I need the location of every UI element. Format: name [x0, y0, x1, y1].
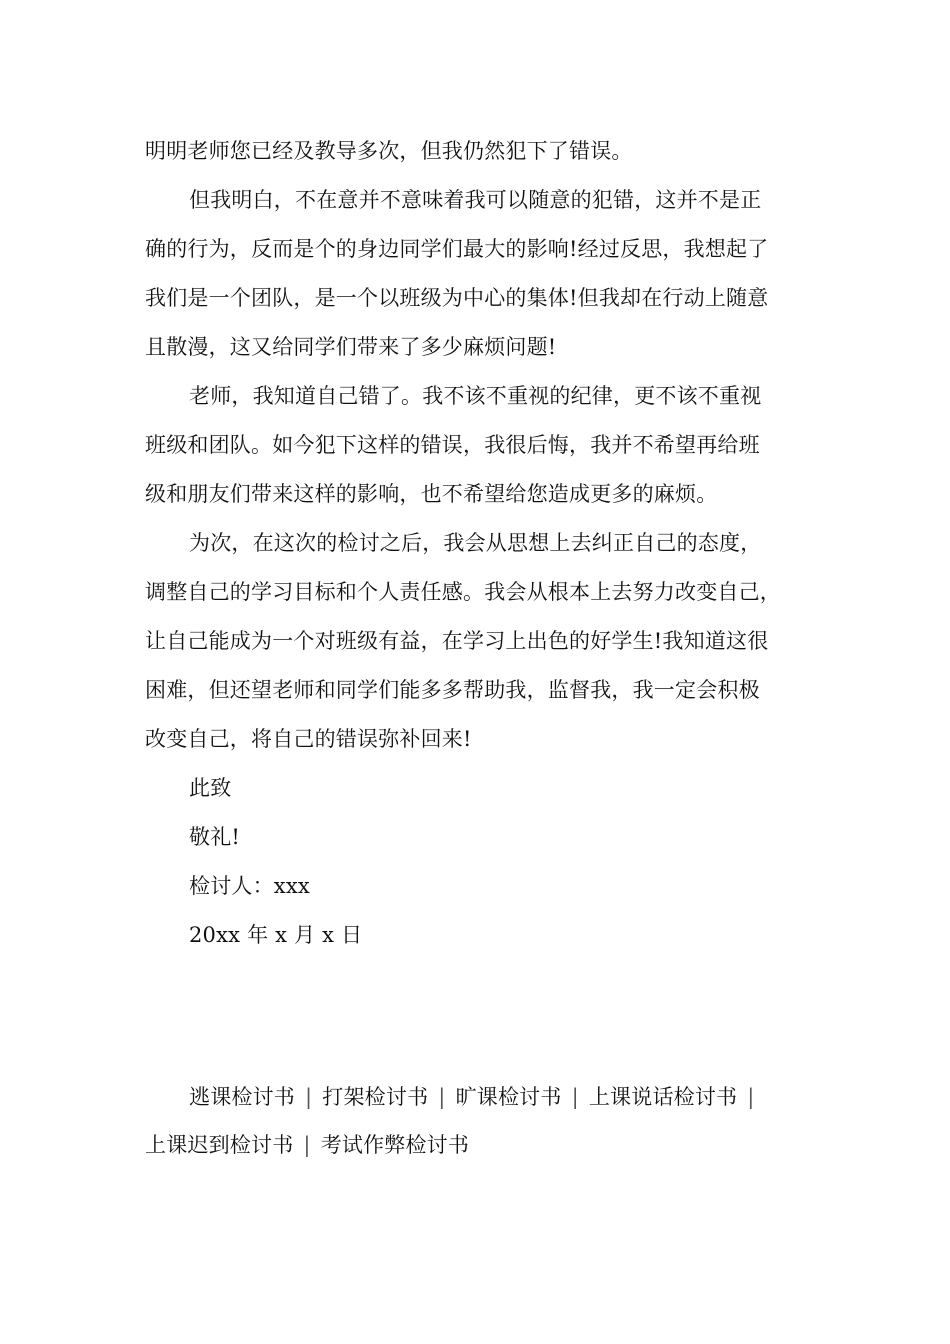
body-line: 为次，在这次的检讨之后，我会从思想上去纠正自己的态度， [189, 531, 762, 555]
letter-body [145, 127, 817, 960]
date-line: 20xx 年 x 月 x 日 [189, 923, 363, 947]
body-line: 让自己能成为一个对班级有益，在学习上出色的好学生!我知道这很 [145, 629, 769, 653]
closing-salutation: 此致 [189, 776, 232, 800]
related-link-skip-class[interactable]: 逃课检讨书 [189, 1085, 295, 1109]
body-line: 调整自己的学习目标和个人责任感。我会从根本上去努力改变自己， [145, 580, 781, 604]
related-links-row [145, 1073, 825, 1121]
related-link-exam-cheating[interactable]: 考试作弊检讨书 [320, 1133, 470, 1157]
related-link-talking-in-class[interactable]: 上课说话检讨书 [588, 1085, 738, 1109]
related-links [145, 1073, 825, 1169]
body-line: 我们是一个团队，是一个以班级为中心的集体!但我却在行动上随意 [145, 286, 769, 310]
body-line: 老师，我知道自己错了。我不该不重视的纪律，更不该不重视 [189, 384, 762, 408]
related-links-row [145, 1121, 825, 1169]
link-separator: | [303, 1133, 311, 1157]
link-separator: | [747, 1085, 755, 1109]
body-line: 困难，但还望老师和同学们能多多帮助我，监督我，我一定会积极 [145, 678, 760, 702]
body-line: 且散漫，这又给同学们带来了多少麻烦问题! [145, 335, 557, 359]
body-line: 确的行为，反而是个的身边同学们最大的影响!经过反思，我想起了 [145, 237, 769, 261]
body-line: 但我明白，不在意并不意味着我可以随意的犯错，这并不是正 [189, 188, 762, 212]
body-line: 改变自己，将自己的错误弥补回来! [145, 727, 472, 751]
related-link-fighting[interactable]: 打架检讨书 [322, 1085, 429, 1109]
link-separator: | [438, 1085, 446, 1109]
body-line: 级和朋友们带来这样的影响，也不希望给您造成更多的麻烦。 [145, 482, 718, 506]
link-separator: | [571, 1085, 579, 1109]
body-line: 明明老师您已经及教导多次，但我仍然犯下了错误。 [145, 139, 633, 163]
body-line: 班级和团队。如今犯下这样的错误，我很后悔，我并不希望再给班 [145, 433, 760, 457]
related-link-late-for-class[interactable]: 上课迟到检讨书 [145, 1133, 294, 1157]
closing-respect: 敬礼! [189, 825, 241, 849]
signature-line: 检讨人：xxx [189, 874, 310, 898]
related-link-truancy[interactable]: 旷课检讨书 [455, 1085, 562, 1109]
link-separator: | [305, 1085, 313, 1109]
